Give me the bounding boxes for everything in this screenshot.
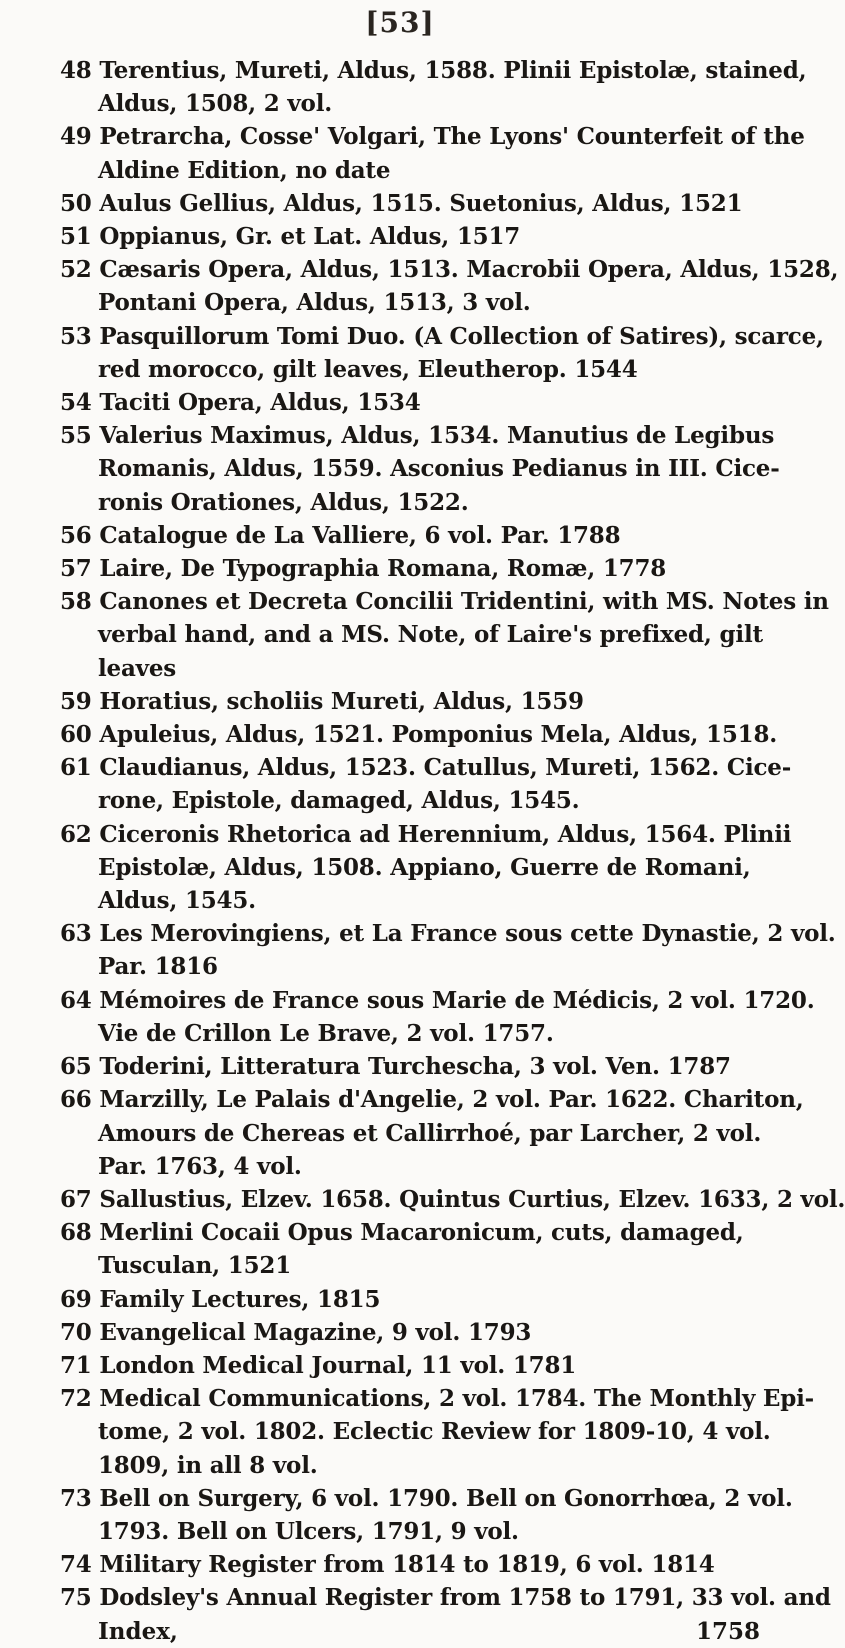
entry-continuation-line: ronis Orationes, Aldus, 1522. [98, 488, 469, 516]
catalogue-entry [60, 419, 780, 519]
entry-line: 73 Bell on Surgery, 6 vol. 1790. Bell on Gonorrhœa, 2 vol. [60, 1484, 793, 1512]
catalogue-entry [60, 585, 829, 685]
catalogue-entry [60, 120, 805, 186]
entry-line: 53 Pasquillorum Tomi Duo. (A Collection of Satires), scarce, [60, 322, 824, 350]
catalogue-entry [60, 1050, 760, 1083]
entry-line: 49 Petrarcha, Cosse' Volgari, The Lyons' Counterfeit of the [60, 123, 805, 151]
entry-line: 55 Valerius Maximus, Aldus, 1534. Manutius de Legibus [60, 422, 775, 450]
entry-continuation-line: Epistolæ, Aldus, 1508. Appiano, Guerre de Romani, [98, 853, 751, 881]
entry-continuation-line: Vie de Crillon Le Brave, 2 vol. 1757. [98, 1019, 554, 1047]
entry-line: 52 Cæsaris Opera, Aldus, 1513. Macrobii Opera, Aldus, 1528, [60, 256, 839, 284]
entry-line: 68 Merlini Cocaii Opus Macaronicum, cuts, damaged, [60, 1219, 744, 1247]
entry-line: 62 Ciceronis Rhetorica ad Herennium, Aldus, 1564. Plinii [60, 820, 792, 848]
entry-line: 61 Claudianus, Aldus, 1523. Catullus, Mureti, 1562. Cice- [60, 754, 792, 782]
catalogue-entry [60, 1581, 831, 1614]
entry-line: 59 Horatius, scholiis Mureti, Aldus, 1559 [60, 687, 584, 715]
catalogue-entry [60, 1482, 793, 1548]
entry-line: 58 Canones et Decreta Concilii Tridentini, with MS. Notes in [60, 588, 829, 616]
entry-continuation-line: Aldine Edition, no date [98, 156, 391, 184]
page-number: [53] [365, 6, 435, 39]
catalogue-entry [60, 751, 792, 817]
entry-line: 64 Mémoires de France sous Marie de Médicis, 2 vol. 1720. [60, 986, 815, 1014]
catalogue-entry [60, 718, 778, 751]
entry-line: 48 Terentius, Mureti, Aldus, 1588. Plinii Epistolæ, stained, [60, 57, 807, 84]
catalogue-entry [60, 1349, 760, 1382]
catalogue-entry [60, 685, 760, 718]
catalogue-entry [60, 54, 807, 120]
entry-continuation-line: Romanis, Aldus, 1559. Asconius Pedianus in III. Cice- [98, 455, 780, 483]
entry-line: 75 Dodsley's Annual Register from 1758 to 1791, 33 vol. and [60, 1584, 831, 1612]
entry-line: 57 Laire, De Typographia Romana, Romæ, 1778 [60, 555, 667, 583]
entry-continuation-line: leaves [98, 654, 177, 682]
index-text: Index, [98, 1617, 178, 1645]
entry-continuation-line: rone, Epistole, damaged, Aldus, 1545. [98, 787, 580, 815]
index-date: 1758 [695, 1617, 760, 1645]
entry-continuation-line: verbal hand, and a MS. Note, of Laire's prefixed, gilt [98, 621, 763, 649]
entry-line: 63 Les Merovingiens, et La France sous cette Dynastie, 2 vol. [60, 920, 836, 948]
index-line [60, 1615, 760, 1648]
entry-line: 65 Toderini, Litteratura Turchescha, 3 vol. Ven. 1787 [60, 1053, 731, 1081]
entry-continuation-line: Tusculan, 1521 [98, 1252, 291, 1280]
catalogue-entry [60, 519, 760, 552]
catalogue-entry [60, 1083, 804, 1183]
entry-line: 50 Aulus Gellius, Aldus, 1515. Suetonius, Aldus, 1521 [60, 189, 743, 217]
catalogue-entry [60, 253, 839, 319]
catalogue-entry [60, 1183, 845, 1216]
entry-line: 69 Family Lectures, 1815 [60, 1285, 381, 1313]
entry-line: 67 Sallustius, Elzev. 1658. Quintus Curtius, Elzev. 1633, 2 vol. [60, 1185, 845, 1213]
catalogue-entry [60, 552, 760, 585]
catalogue-entry [60, 1382, 815, 1482]
entry-line: 60 Apuleius, Aldus, 1521. Pomponius Mela, Aldus, 1518. [60, 721, 778, 749]
entry-continuation-line: Aldus, 1545. [98, 887, 256, 915]
catalogue-entry [60, 1548, 760, 1581]
entry-line: 56 Catalogue de La Valliere, 6 vol. Par. 1788 [60, 521, 621, 549]
catalogue-entry [60, 984, 815, 1050]
catalogue-entry [60, 917, 836, 983]
catalogue-entry [60, 1216, 760, 1282]
entry-line: 54 Taciti Opera, Aldus, 1534 [60, 389, 421, 417]
entry-continuation-line: 1793. Bell on Ulcers, 1791, 9 vol. [98, 1517, 519, 1545]
entry-continuation-line: tome, 2 vol. 1802. Eclectic Review for 1809-10, 4 vol. [98, 1418, 771, 1446]
entry-line: 71 London Medical Journal, 11 vol. 1781 [60, 1351, 577, 1379]
entry-line: 70 Evangelical Magazine, 9 vol. 1793 [60, 1318, 532, 1346]
entry-continuation-line: Par. 1816 [98, 953, 218, 981]
entry-line: 66 Marzilly, Le Palais d'Angelie, 2 vol. Par. 1622. Chariton, [60, 1086, 804, 1114]
entry-continuation-line: 1809, in all 8 vol. [98, 1451, 318, 1479]
catalogue-entry [60, 320, 824, 386]
catalogue-entry [60, 386, 760, 419]
entry-continuation-line: Par. 1763, 4 vol. [98, 1152, 302, 1180]
entry-continuation-line: Aldus, 1508, 2 vol. [98, 90, 333, 118]
catalogue-entry [60, 187, 760, 220]
entry-line: 74 Military Register from 1814 to 1819, 6 vol. 1814 [60, 1551, 715, 1579]
entry-continuation-line: Amours de Chereas et Callirrhoé, par Larcher, 2 vol. [98, 1119, 762, 1147]
entry-line: 51 Oppianus, Gr. et Lat. Aldus, 1517 [60, 223, 521, 251]
catalogue-entries [60, 54, 845, 1648]
catalogue-entry [60, 818, 792, 918]
catalogue-entry [60, 1283, 760, 1316]
catalogue-entry [60, 1316, 760, 1349]
entry-continuation-line: Pontani Opera, Aldus, 1513, 3 vol. [98, 289, 531, 317]
entry-line: 72 Medical Communications, 2 vol. 1784. The Monthly Epi- [60, 1385, 815, 1413]
catalogue-entry [60, 220, 760, 253]
entry-continuation-line: red morocco, gilt leaves, Eleutherop. 1544 [98, 355, 638, 383]
